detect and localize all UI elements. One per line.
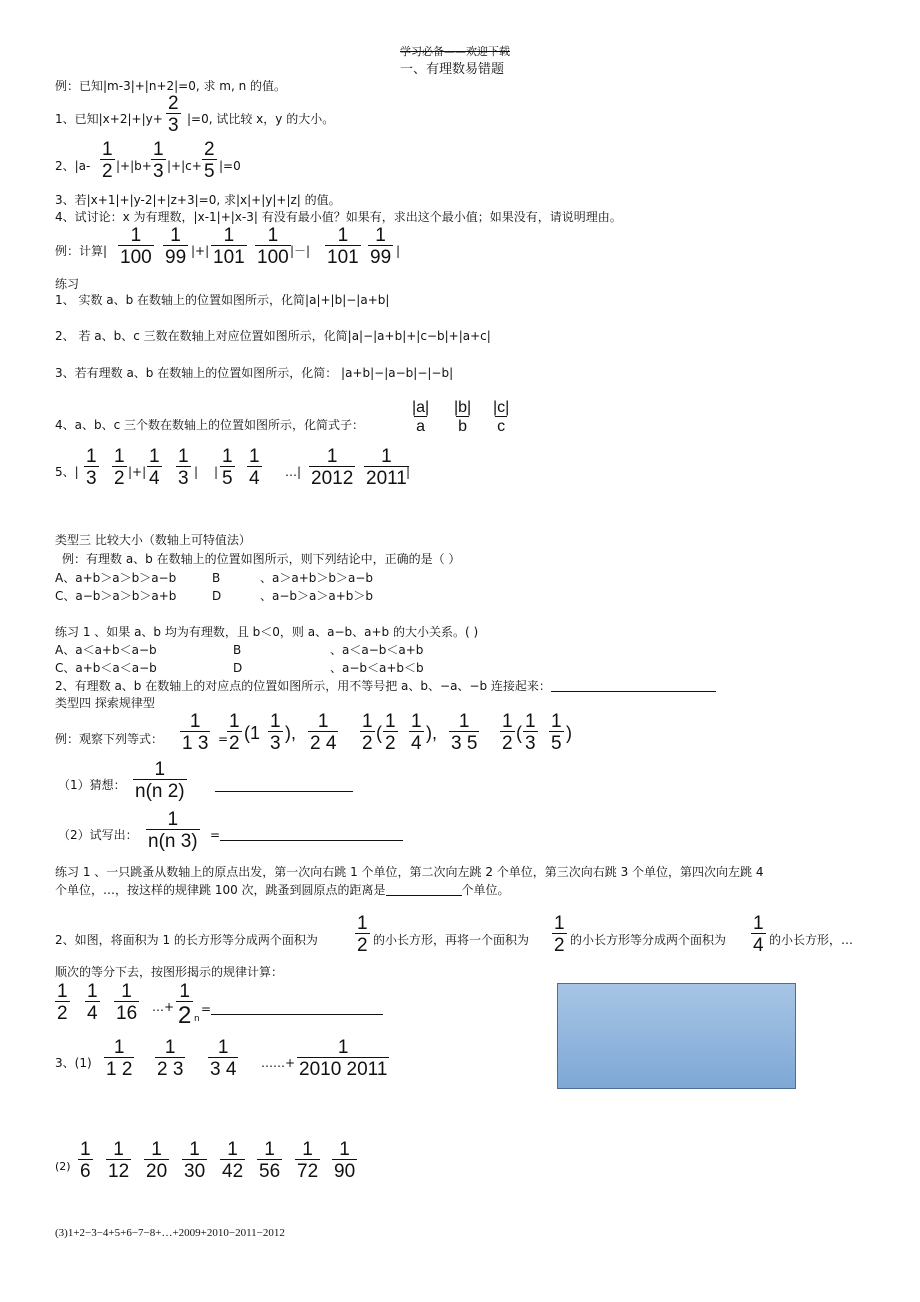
question-2-a: 2、|a-	[55, 159, 91, 173]
ex2-fraction-5: $\frac{1}{101}$	[327, 225, 359, 268]
sum-fraction-3: $\frac{1}{16}$	[116, 981, 138, 1024]
p5-fraction-8: $\frac{1}{2011}$	[366, 446, 407, 489]
p5-fraction-6: $\frac{1}{4}$	[249, 446, 260, 489]
pattern-3-third: $\frac{1}{3}$	[525, 711, 536, 754]
p3b-fraction-8: $\frac{1}{90}$	[334, 1139, 356, 1182]
p3-fraction-1: $\frac{1}{1 2}$	[106, 1037, 133, 1080]
type3-practice-1: 练习 1 、如果 a、b 均为有理数，且 b＜0，则 a、a−b、a+b 的大小关系。( )	[55, 625, 479, 639]
sum-eq: =	[201, 1003, 383, 1015]
type3-option-c: C、a−b＞a＞b＞a+b	[55, 589, 177, 603]
type3-option-d-letter: D	[212, 589, 222, 603]
guess-fraction: $\frac{1}{n(n 2)}$	[135, 759, 185, 802]
sum-last-fraction: 1 2	[178, 981, 192, 1029]
p3-fraction-2: $\frac{1}{2 3}$	[157, 1037, 184, 1080]
rect-fraction-1: $\frac{1}{2}$	[357, 913, 368, 956]
example-2-pre: 例：计算|	[55, 244, 108, 258]
p5-fraction-1: $\frac{1}{3}$	[86, 446, 97, 489]
rectangle-problem-b: 的小长方形，再将一个面积为	[373, 933, 530, 947]
question-2-b: |+|b+	[116, 159, 152, 173]
type3-option-d: 、a−b＞a＞a+b＞b	[260, 589, 374, 603]
pattern-3-half: $\frac{1}{2}$	[502, 711, 513, 754]
guess-answer-blank	[215, 780, 353, 792]
type3-practice-option-c: C、a+b＜a＜a−b	[55, 661, 157, 675]
p5-op-5: |	[406, 465, 411, 479]
guess-label: （1）猜想：	[58, 778, 126, 792]
jump-problem-line-2: 个单位，…，按这样的规律跳 100 次，跳蚤到圆原点的距离是 个单位。	[55, 883, 510, 897]
practice-heading: 练习	[55, 277, 80, 291]
pattern-2-end: ),	[426, 723, 437, 743]
sum-problem-1-label: 3、(1)	[55, 1056, 92, 1070]
pattern-3-end: )	[566, 723, 572, 743]
p5-op-4: …|	[285, 465, 302, 479]
ex2-op-2: |－|	[290, 244, 311, 258]
pattern-1-half: $\frac{1}{2}$	[229, 711, 240, 754]
jump-answer-blank	[386, 885, 462, 896]
p5-op-1: |+|	[128, 465, 147, 479]
type3-practice-option-d-letter: D	[233, 661, 243, 675]
sum-dots: …+	[152, 1000, 175, 1014]
pattern-2-paren: (	[376, 723, 382, 743]
p5-op-2: |	[194, 465, 199, 479]
type3-heading: 类型三 比较大小（数轴上可特值法）	[55, 533, 251, 547]
pattern-2-lhs: $\frac{1}{2 4}$	[310, 711, 337, 754]
p5-fraction-7: $\frac{1}{2012}$	[311, 446, 354, 489]
page-title: 一、有理数易错题	[400, 62, 505, 77]
question-2-d: |=0	[219, 159, 241, 173]
ex2-op-1: |+|	[191, 244, 210, 258]
p5-fraction-2: $\frac{1}{2}$	[114, 446, 125, 489]
p4-fraction-b: $\frac{|b|}{b}$	[454, 399, 472, 435]
type3-option-b-letter: B	[212, 571, 221, 585]
rectangle-figure	[557, 983, 796, 1089]
practice-2: 2、 若 a、b、c 三数在数轴上对应位置如图所示，化简|a|−|a+b|+|c−b|+|a+c|	[55, 329, 491, 343]
sum-exponent: n	[194, 1014, 200, 1024]
type3-example: 例：有理数 a、b 在数轴上的位置如图所示，则下列结论中，正确的是（ ）	[62, 552, 461, 566]
type3-practice-option-d: 、a−b＜a+b＜b	[330, 661, 424, 675]
type3-practice-option-b: 、a＜a−b＜a+b	[330, 643, 424, 657]
sum-fraction-1: $\frac{1}{2}$	[57, 981, 68, 1024]
p3b-fraction-3: $\frac{1}{20}$	[146, 1139, 168, 1182]
p3b-fraction-5: $\frac{1}{42}$	[222, 1139, 244, 1182]
pattern-1-end: ),	[285, 723, 296, 743]
sum-problem-3: (3)1+2−3−4+5+6−7−8+…+2009+2010−2011−2012	[55, 1227, 285, 1239]
p3b-fraction-2: $\frac{1}{12}$	[108, 1139, 130, 1182]
p3b-fraction-6: $\frac{1}{56}$	[259, 1139, 281, 1182]
write-fraction: $\frac{1}{n(n 3)}$	[148, 809, 198, 852]
type3-practice-2: 2、有理数 a、b 在数轴上的对应点的位置如图所示，用不等号把 a、b、−a、−b 连接起来：	[55, 680, 716, 692]
q2-fraction-1: $\frac{1}{2}$	[102, 139, 113, 182]
p3-fraction-3: $\frac{1}{3 4}$	[210, 1037, 237, 1080]
pattern-1-paren: (1	[244, 723, 261, 743]
pattern-3-lhs: $\frac{1}{3 5}$	[451, 711, 478, 754]
pattern-2-quarter: $\frac{1}{4}$	[411, 711, 422, 754]
p3-dots: ……+	[261, 1056, 296, 1070]
p4-fraction-a: $\frac{|a|}{a}$	[412, 399, 430, 435]
q1-fraction: $\frac{2}{3}$	[168, 93, 179, 136]
q2-fraction-2: $\frac{1}{3}$	[153, 139, 164, 182]
type4-example-pre: 例：观察下列等式：	[55, 732, 164, 746]
rectangle-problem-d: 的小长方形，…	[769, 933, 854, 947]
sum-problem-2-label: (2)	[55, 1160, 71, 1173]
rectangle-problem-line-2: 顺次的等分下去，按图形揭示的规律计算：	[55, 965, 284, 979]
pattern-1-eq: =	[218, 732, 229, 746]
p5-op-3: |	[214, 465, 219, 479]
ex2-fraction-3: $\frac{1}{101}$	[213, 225, 245, 268]
question-1-pre: 1、已知|x+2|+|y+	[55, 112, 163, 126]
rect-fraction-2: $\frac{1}{2}$	[554, 913, 565, 956]
rectangle-problem-a: 2、如图，将面积为 1 的长方形等分成两个面积为	[55, 933, 318, 947]
pattern-1-third: $\frac{1}{3}$	[270, 711, 281, 754]
p4-fraction-c: $\frac{|c|}{c}$	[493, 399, 510, 435]
type3-option-a: A、a+b＞a＞b＞a−b	[55, 571, 177, 585]
write-label: （2）试写出：	[58, 828, 138, 842]
question-2-c: |+|c+	[167, 159, 202, 173]
type4-heading: 类型四 探索规律型	[55, 696, 155, 710]
ex2-fraction-2: $\frac{1}{99}$	[165, 225, 187, 268]
example-1: 例：已知|m-3|+|n+2|=0, 求 m, n 的值。	[55, 79, 287, 93]
practice-5-pre: 5、|	[55, 465, 79, 479]
type3-practice-option-a: A、a＜a+b＜a−b	[55, 643, 157, 657]
q2-fraction-3: $\frac{2}{5}$	[204, 139, 215, 182]
practice-1: 1、 实数 a、b 在数轴上的位置如图所示，化简|a|+|b|−|a+b|	[55, 293, 390, 307]
watermark-text: 学习必备——欢迎下载	[400, 45, 510, 58]
ex2-fraction-4: $\frac{1}{100}$	[257, 225, 289, 268]
p5-fraction-5: $\frac{1}{5}$	[222, 446, 233, 489]
practice-4-pre: 4、a、b、c 三个数在数轴上的位置如图所示，化简式子：	[55, 418, 365, 432]
p5-fraction-4: $\frac{1}{3}$	[178, 446, 189, 489]
rectangle-problem-c: 的小长方形等分成两个面积为	[570, 933, 727, 947]
answer-blank	[551, 680, 716, 692]
ex2-fraction-1: $\frac{1}{100}$	[120, 225, 152, 268]
type3-practice-option-b-letter: B	[233, 643, 242, 657]
question-1-post: |=0, 试比较 x，y 的大小。	[187, 112, 335, 126]
sum-fraction-2: $\frac{1}{4}$	[87, 981, 98, 1024]
write-eq: =	[210, 829, 403, 841]
pattern-3-fifth: $\frac{1}{5}$	[551, 711, 562, 754]
pattern-3-paren: (	[516, 723, 522, 743]
pattern-2-half: $\frac{1}{2}$	[362, 711, 373, 754]
p5-fraction-3: $\frac{1}{4}$	[149, 446, 160, 489]
p3b-fraction-4: $\frac{1}{30}$	[184, 1139, 206, 1182]
rect-fraction-3: $\frac{1}{4}$	[753, 913, 764, 956]
ex2-op-3: |	[396, 244, 401, 258]
ex2-fraction-6: $\frac{1}{99}$	[370, 225, 392, 268]
p3b-fraction-1: $\frac{1}{6}$	[80, 1139, 91, 1182]
p3b-fraction-7: $\frac{1}{72}$	[297, 1139, 319, 1182]
question-3: 3、若|x+1|+|y-2|+|z+3|=0, 求|x|+|y|+|z| 的值。	[55, 193, 341, 207]
pattern-1-lhs: $\frac{1}{1 3}$	[182, 711, 209, 754]
p3-last-fraction: $\frac{1}{2010 2011}$	[299, 1037, 388, 1080]
pattern-2-half-b: $\frac{1}{2}$	[385, 711, 396, 754]
question-4: 4、试讨论：x 为有理数，|x-1|+|x-3| 有没有最小值？如果有，求出这个最小值；如果没有，请说明理由。	[55, 210, 622, 224]
practice-3: 3、若有理数 a、b 在数轴上的位置如图所示，化简： |a+b|−|a−b|−|−b|	[55, 366, 454, 380]
jump-problem-line-1: 练习 1 、一只跳蚤从数轴上的原点出发，第一次向右跳 1 个单位，第二次向左跳 2 个单位，第三次向右跳 3 个单位，第四次向左跳 4	[55, 865, 764, 879]
type3-option-b: 、a＞a+b＞b＞a−b	[260, 571, 374, 585]
